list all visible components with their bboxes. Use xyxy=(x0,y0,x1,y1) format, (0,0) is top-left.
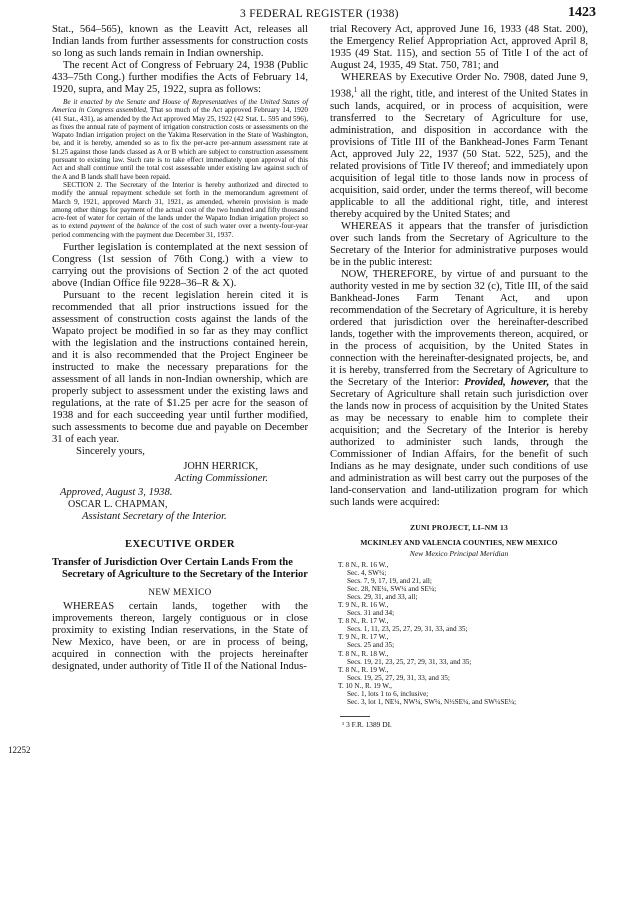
section-line: Secs. 25 and 35; xyxy=(347,641,395,650)
executive-order-whereas-1: WHEREAS certain lands, together with the improvements thereon, largely contiguous or in close proximity to existing Indian reservations, in the State of New Mexico, have been, or are in process of being, acquired in connection with the projects hereinafter designated, under authority of Title II of the National Indus- xyxy=(52,601,308,673)
page-header xyxy=(0,0,624,22)
section-line: Sec. 4, SW¼; xyxy=(347,568,387,577)
enacting-clause: Be it enacted by the Senate and House of Representatives of the United States of America in Congress assembled, xyxy=(52,98,308,115)
paragraph-continuation: trial Recovery Act, approved June 16, 1933 (48 Stat. 200), the Emergency Relief Appropriation Act, approved April 8, 1935 (49 Stat. 115), and section 55 of Title I of the act of August 24, 1935, 49 Stat. 750, 781; and xyxy=(330,24,588,71)
approval-line: Approved, August 3, 1938. xyxy=(60,487,173,499)
running-title: 3 FEDERAL REGISTER (1938) xyxy=(240,8,399,20)
section-line: Secs. 7, 9, 17, 19, and 21, all; xyxy=(347,576,432,585)
section-line: Secs. 29, 31, and 33, all; xyxy=(347,592,418,601)
paragraph-recommendation: Pursuant to the recent legislation herein cited it is recommended that all prior instructions issued for the assessment of construction costs against the lands of the Wapato project be modified in so far as they may conflict with the legislation and the instructions contained herein, and it is also recommended that the Project Engineer be instructed to make the necessary preparations for the assessment of all lands in non-Indian ownership, which are properly subject to assessment under the existing laws and regulations, at the rate of $1.25 per acre for the season of 1938 and for each succeeding year until further modified, such assessments to become due and payable on December 31 of each year. xyxy=(52,290,308,446)
paragraph-further-legislation: Further legislation is contemplated at the next session of Congress (1st session of 76th Cong.) with a view to carrying out the provisions of Section 2 of the act quoted above (Indian Office file 9228–36–R & X). xyxy=(52,242,308,290)
section-line: Sec. 1, lots 1 to 6, inclusive; xyxy=(347,690,429,699)
document-number: 12252 xyxy=(8,745,31,755)
proviso: Provided, however, xyxy=(464,376,550,388)
counties-heading: MCKINLEY AND VALENCIA COUNTIES, NEW MEXICO xyxy=(360,537,558,547)
paragraph-whereas-3: WHEREAS it appears that the transfer of jurisdiction over such lands from the Secretary of Agriculture to the Secretary of the Interior for administrative purposes would be in the public interest: xyxy=(330,220,588,268)
section-line: Secs. 19, 21, 23, 25, 27, 29, 31, 33, and 35; xyxy=(347,657,472,666)
paragraph-recent-act: The recent Act of Congress of February 24, 1938 (Public 433–75th Cong.) further modifies the Acts of February 14, 1920, supra, and May 25, 1922, supra as follows: xyxy=(52,60,308,95)
section-line: Secs. 19, 25, 27, 29, 31, 33, and 35; xyxy=(347,673,450,682)
left-column xyxy=(52,24,308,673)
section-line: Sec. 3, lot 1, NE¼, NW¼, SW¼, N½SE¼, and SW¼SE¼; xyxy=(347,698,517,707)
executive-order-heading: EXECUTIVE ORDER xyxy=(125,539,235,551)
township-line: T. 9 N., R. 17 W., xyxy=(338,633,389,642)
section-1-text: That so much of the Act approved February 14, 1920 (41 Stat., 431), as amended by the Act approved May 25, 1922 (42 Stat. L. 595 and 596), as fixes the annual rate of payment of irrigation construction costs or assessments on the Wapato Indian irrigation project on the Yakima Reservation in the State of Washington, be, and it is hereby, amended so as to fix the per-acre per-annum assessment rate at $1.25 against those lands classed as A or B which are subject to construction assessment pursuant to existing law. Such rate is to take effect immediately upon approval of this Act and shall continue until the total cost assessable under existing law against such of the A and B lands shall have been repaid. xyxy=(52,106,308,181)
closing: Sincerely yours, xyxy=(76,446,145,458)
right-column xyxy=(330,24,588,729)
paragraph-whereas-2: WHEREAS by Executive Order No. 7908, dated June 9, 1938,$^1$ all the right, title, and interest of the United States in such lands, acquired, or in process of acquisition, were transferred to the Secretary of Agriculture for use, administration, and disposition in accordance with the provisions of Title III of the Bankhead-Jones Farm Tenant Act, approved July 22, 1937 (50 Stat. 522, 525), and the related provisions of Title IV thereof; and immediately upon acquisition of legal title to those lands now in process of acquisition, said order, under the terms thereof, will become applicable to all the additional right, title, and interest thereby acquired by the United States; and xyxy=(330,72,588,220)
quoted-act-section-2: SECTION 2. The Secretary of the Interior is hereby authorized and directed to modify the annual repayment schedule set forth in the memorandum agreement of March 9, 1921, approved March 31, 1921, as amended, wherein provision is made among other things for payment of the actual cost of the two hundred and fifty thousand acre-feet of water for certain of the lands under the Wapato Indian irrigation project so as to extend payment of the balance of the cost of such water over a twenty-four-year period commencing with the payment due December 31, 1937. xyxy=(52,180,308,239)
township-line: T. 8 N., R. 19 W., xyxy=(338,665,389,674)
quoted-act-section-1 xyxy=(52,98,308,181)
executive-order-state: NEW MEXICO xyxy=(148,587,212,598)
township-line: T. 8 N., R. 16 W., xyxy=(338,560,389,569)
land-description-list xyxy=(338,561,588,707)
executive-order-subject: Transfer of Jurisdiction Over Certain Lands From the Secretary of Agriculture to the Secretary of the Interior xyxy=(52,557,308,581)
meridian-heading: New Mexico Principal Meridian xyxy=(409,548,509,558)
township-line: T. 8 N., R. 18 W., xyxy=(338,649,389,658)
paragraph-now-therefore: NOW, THEREFORE, by virtue of and pursuant to the authority vested in me by section 32 (c), Title III, of the said Bankhead-Jones Farm Tenant Act, and upon recommendation of the Secretary of Agriculture, it is hereby ordered that jurisdiction over the hereinafter-described lands, together with the improvements thereon, acquired, or in the process of acquisition, by the United States in connection with the hereinafter-designated projects, be, and it is hereby, transferred from the Secretary of Agriculture to the Secretary of the Interior: Provided, however, that the Secretary of Agriculture shall retain such jurisdiction over the lands now in process of acquisition by the United States as may be necessary to enable him to complete their acquisition; and the Secretary of the Interior is hereby authorized to administer such lands, through the Commissioner of Indian Affairs, for the benefit of such Indians as he may designate, under such conditions of use and administration as will best carry out the purposes of the land-conservation and land-utilization program for which such lands were acquired: xyxy=(330,268,589,508)
signer-title: Acting Commissioner. xyxy=(175,473,268,485)
signer-name: JOHN HERRICK, xyxy=(183,461,258,473)
approver-title: Assistant Secretary of the Interior. xyxy=(82,511,227,523)
footnote-ref: 1 xyxy=(353,86,358,94)
project-heading: ZUNI PROJECT, LI–NM 13 xyxy=(410,522,508,532)
page-number: 1423 xyxy=(568,5,596,20)
section-line: Secs. 31 and 34; xyxy=(347,609,395,618)
township-line: T. 9 N., R. 16 W., xyxy=(338,601,389,609)
township-line: T. 10 N., R. 19 W., xyxy=(338,681,392,690)
section-line: Secs. 1, 11, 23, 25, 27, 29, 31, 33, and 35; xyxy=(347,625,468,634)
section-line: Sec. 28, NE¼, SW¼ and SE¼; xyxy=(347,584,437,593)
township-line: T. 8 N., R. 17 W., xyxy=(338,617,389,626)
approver-name: OSCAR L. CHAPMAN, xyxy=(68,499,168,511)
footnote-rule xyxy=(340,716,370,717)
footnote: ¹ 3 F.R. 1389 DI. xyxy=(342,720,392,730)
paragraph-leavitt-act: Stat., 564–565), known as the Leavitt Act, releases all Indian lands from further assessments for construction costs so long as such lands remain in Indian ownership. xyxy=(52,24,308,59)
